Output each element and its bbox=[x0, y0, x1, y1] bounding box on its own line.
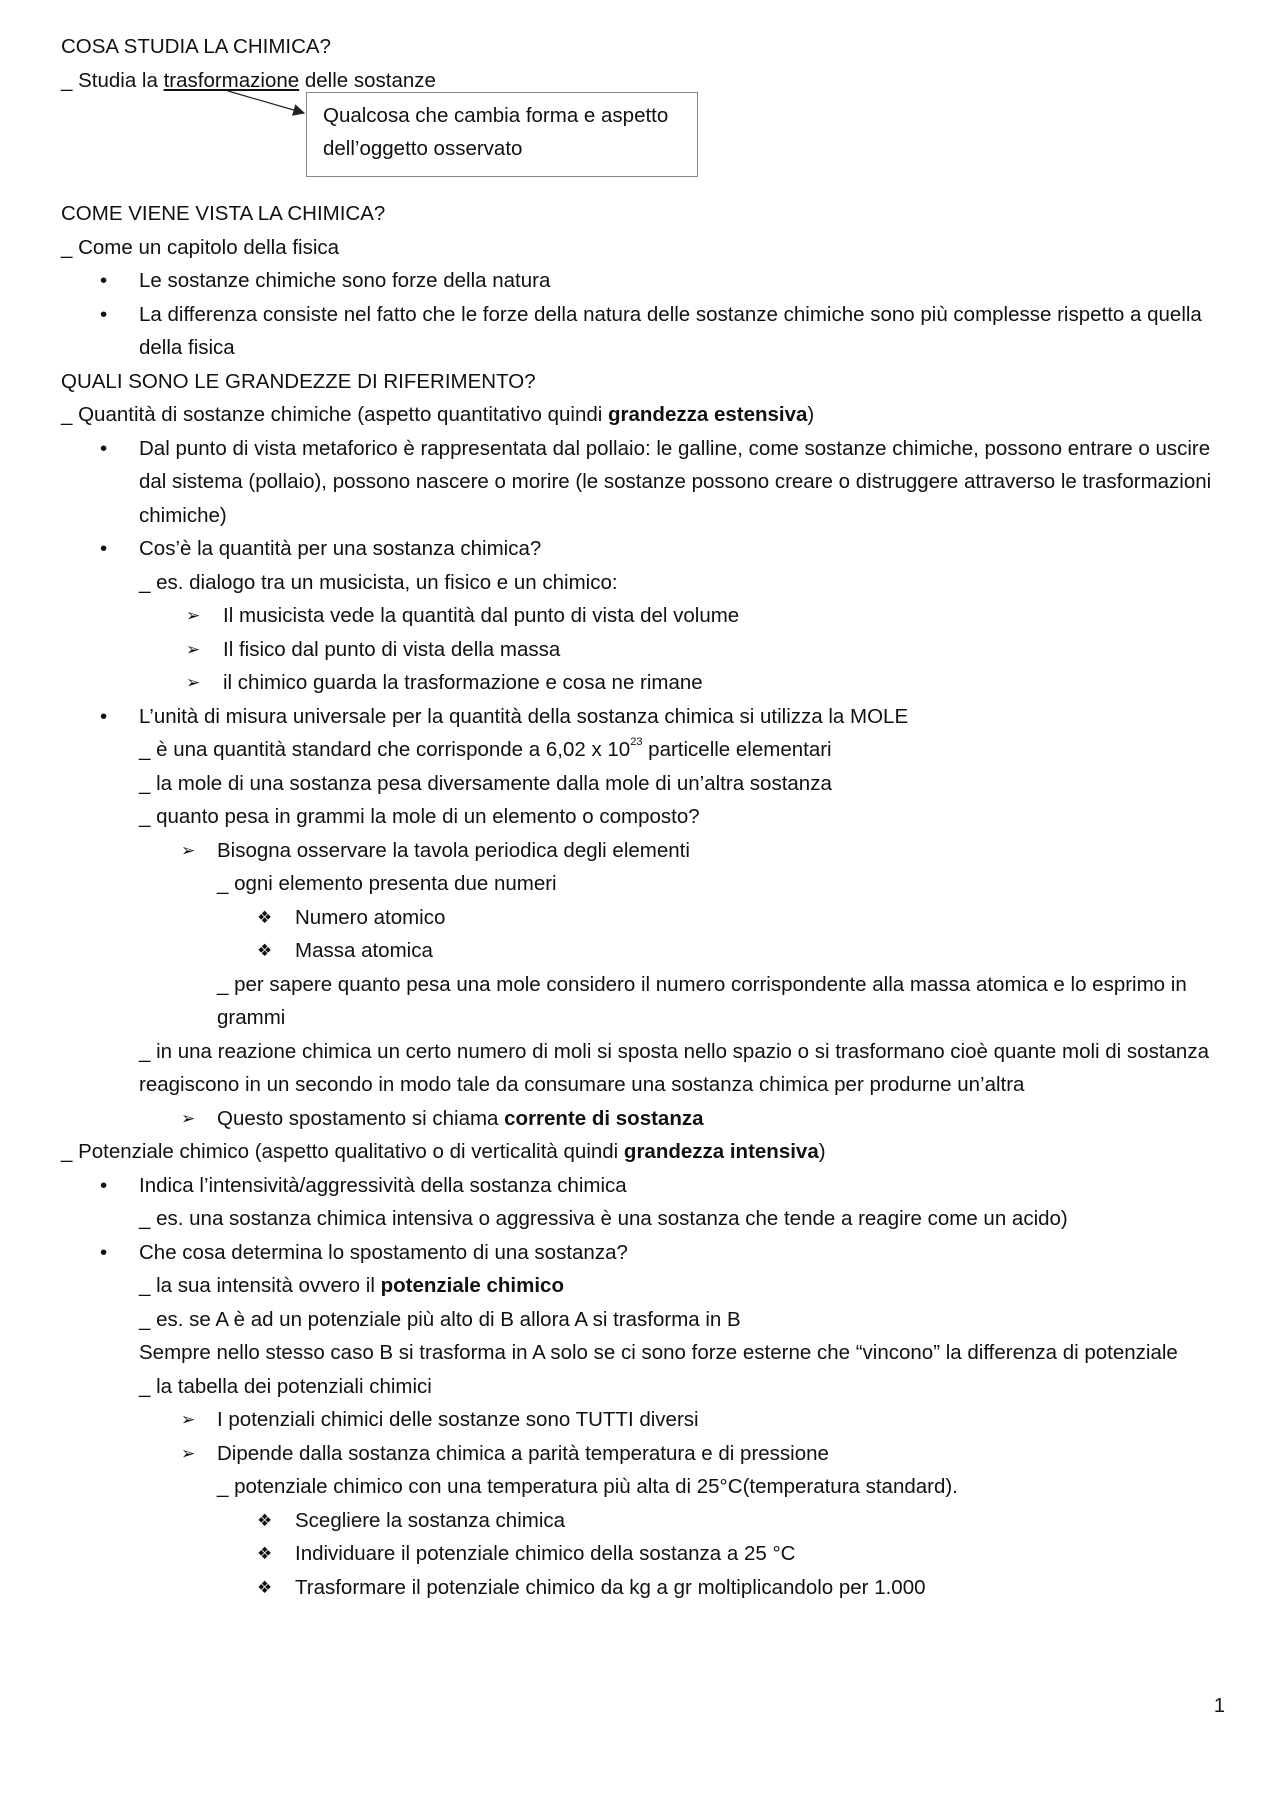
diamond-item-scegliere: ❖ Scegliere la sostanza chimica bbox=[61, 1504, 1221, 1538]
line-reazione-chimica: _ in una reazione chimica un certo numero di moli si sposta nello spazio o si trasformano cioè quante moli di sostanza reagiscono in un secondo in modo tale da consumare una sostanza chimica per produrne un’altra bbox=[139, 1039, 1209, 1096]
bullet-forze-natura: • Le sostanze chimiche sono forze della natura bbox=[61, 264, 1221, 298]
line-quanto-pesa: _ quanto pesa in grammi la mole di un elemento o composto? bbox=[139, 805, 700, 828]
bold-term: corrente di sostanza bbox=[504, 1106, 704, 1130]
text-prefix: Questo spostamento si chiama bbox=[217, 1106, 505, 1130]
heading-cosa-studia: COSA STUDIA LA CHIMICA? bbox=[61, 35, 331, 58]
bullet-mole: • L’unità di misura universale per la quantità della sostanza chimica si utilizza la MOLE bbox=[61, 700, 1221, 734]
text-prefix: _ la sua intensità ovvero il bbox=[139, 1274, 381, 1297]
heading-grandezze: QUALI SONO LE GRANDEZZE DI RIFERIMENTO? bbox=[61, 369, 536, 393]
bullet-spostamento: • Che cosa determina lo spostamento di una sostanza? bbox=[61, 1236, 1221, 1270]
line-intensita bbox=[61, 1269, 1221, 1303]
text-suffix: ) bbox=[818, 1140, 826, 1163]
line-per-sapere: _ per sapere quanto pesa una mole considero il numero corrispondente alla massa atomica e lo esprimo in grammi bbox=[217, 972, 1187, 1029]
diamond-item-numero-atomico: ❖ Numero atomico bbox=[61, 901, 1221, 935]
bold-term: grandezza estensiva bbox=[608, 403, 808, 426]
exponent: 23 bbox=[630, 736, 643, 748]
text-suffix: ) bbox=[807, 403, 815, 426]
diamond-item-massa-atomica: ❖ Massa atomica bbox=[61, 934, 1221, 968]
arrow-item-chimico: ➢ il chimico guarda la trasformazione e cosa ne rimane bbox=[61, 666, 1221, 700]
line-es-a-b: _ es. se A è ad un potenziale più alto di B allora A si trasforma in B bbox=[139, 1307, 741, 1331]
bullet-differenza: • La differenza consiste nel fatto che le forze della natura delle sostanze chimiche sono più complesse rispetto a quella della fisica bbox=[61, 298, 1221, 365]
diamond-item-trasformare: ❖ Trasformare il potenziale chimico da kg a gr moltiplicandolo per 1.000 bbox=[61, 1571, 1221, 1605]
bullet-pollaio: • Dal punto di vista metaforico è rappresentata dal pollaio: le galline, come sostanze chimiche, possono entrare o uscire dal sistema (pollaio), possono nascere o morire (le sostanze possono creare o distruggere attraverso le trasformazioni chimiche) bbox=[61, 432, 1221, 533]
text-prefix: _ Potenziale chimico (aspetto qualitativo o di verticalità quindi bbox=[61, 1140, 624, 1163]
arrow-item-dipende: ➢ Dipende dalla sostanza chimica a parità temperatura e di pressione bbox=[61, 1437, 1221, 1471]
arrow-item-musicista: ➢ Il musicista vede la quantità dal punto di vista del volume bbox=[61, 599, 1221, 633]
bold-term: potenziale chimico bbox=[380, 1274, 564, 1297]
diamond-item-individuare: ❖ Individuare il potenziale chimico della sostanza a 25 °C bbox=[61, 1537, 1221, 1571]
heading-come-viene-vista: COME VIENE VISTA LA CHIMICA? bbox=[61, 202, 386, 225]
line-quantita-standard bbox=[61, 733, 1221, 767]
line-due-numeri: _ ogni elemento presenta due numeri bbox=[217, 872, 557, 895]
underlined-term: trasformazione bbox=[163, 68, 300, 92]
line-capitolo-fisica: _ Come un capitolo della fisica bbox=[61, 235, 340, 259]
bold-term: grandezza intensiva bbox=[623, 1140, 819, 1163]
text-suffix: delle sostanze bbox=[299, 68, 436, 92]
line-tabella-potenziali: _ la tabella dei potenziali chimici bbox=[139, 1374, 432, 1398]
line-potenziale-chimico bbox=[61, 1135, 1221, 1169]
line-es-acido: _ es. una sostanza chimica intensiva o aggressiva è una sostanza che tende a reagire come un acido) bbox=[139, 1207, 1068, 1230]
document-body bbox=[61, 30, 1221, 1604]
bullet-cos-e-quantita: • Cos’è la quantità per una sostanza chimica? bbox=[61, 532, 1221, 566]
callout-text: Qualcosa che cambia forma e aspetto dell’oggetto osservato bbox=[323, 104, 669, 160]
text-suffix: particelle elementari bbox=[642, 738, 832, 761]
line-dialogo: _ es. dialogo tra un musicista, un fisico e un chimico: bbox=[139, 570, 618, 594]
text-prefix: _ Quantità di sostanze chimiche (aspetto quantitativo quindi bbox=[61, 403, 608, 426]
line-mole-pesa: _ la mole di una sostanza pesa diversamente dalla mole di un’altra sostanza bbox=[139, 771, 832, 795]
arrow-item-tutti-diversi: ➢ I potenziali chimici delle sostanze sono TUTTI diversi bbox=[61, 1403, 1221, 1437]
text-prefix: _ Studia la bbox=[61, 68, 164, 92]
line-temperatura-standard: _ potenziale chimico con una temperatura più alta di 25°C(temperatura standard). bbox=[217, 1475, 958, 1498]
bullet-intensivita: • Indica l’intensività/aggressività della sostanza chimica bbox=[61, 1169, 1221, 1203]
text-prefix: _ è una quantità standard che corrisponde a 6,02 x 10 bbox=[139, 738, 631, 761]
arrow-item-tavola-periodica: ➢ Bisogna osservare la tavola periodica degli elementi bbox=[61, 834, 1221, 868]
page-number: 1 bbox=[1213, 1695, 1225, 1717]
arrow-item-corrente-sostanza bbox=[61, 1102, 1221, 1136]
line-studia-trasformazione bbox=[61, 64, 1221, 98]
line-forze-esterne: Sempre nello stesso caso B si trasforma in A solo se ci sono forze esterne che “vincono” la differenza di potenziale bbox=[139, 1341, 1178, 1364]
arrow-item-fisico: ➢ Il fisico dal punto di vista della massa bbox=[61, 633, 1221, 667]
line-quantita-sostanze bbox=[61, 398, 1221, 432]
